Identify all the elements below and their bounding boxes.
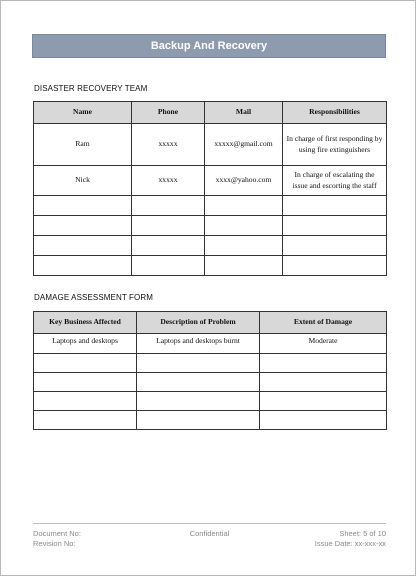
table-row [34,411,387,430]
table-row [34,354,387,373]
table-row [34,334,387,354]
cell-extent [260,392,387,411]
table-row [34,124,387,166]
table-header-row [34,312,387,334]
cell-phone: xxxxx [132,166,205,196]
title-banner [32,34,386,58]
sheet-number: Sheet: 5 of 10 [339,529,387,538]
table-row [34,166,387,196]
cell-responsibilities: In charge of escalating the issue and escorting the staff [283,166,387,196]
cell-description [137,392,260,411]
cell-phone [132,236,205,256]
table-row [34,392,387,411]
cell-key-business: Laptops and desktops [34,334,137,354]
table-header-row [34,102,387,124]
cell-responsibilities [283,236,387,256]
cell-phone [132,196,205,216]
issue-date: Issue Date: xx-xxx-xx [314,539,387,548]
column-header-mail: Mail [205,102,283,124]
damage-section-heading: DAMAGE ASSESSMENT FORM [34,293,153,302]
cell-mail [205,216,283,236]
cell-extent [260,373,387,392]
cell-phone [132,256,205,276]
page-footer [33,523,386,549]
cell-description [137,411,260,430]
cell-phone: xxxxx [132,124,205,166]
document-number: Document No: [33,529,81,538]
cell-description: Laptops and desktops burnt [137,334,260,354]
confidential-label: Confidential [189,529,230,538]
cell-name: Ram [34,124,132,166]
table-row [34,373,387,392]
revision-number: Revision No: [33,539,76,548]
cell-name: Nick [34,166,132,196]
cell-key-business [34,373,137,392]
cell-name [34,236,132,256]
footer-row-bottom [33,539,386,549]
cell-mail [205,236,283,256]
column-header-key-business: Key Business Affected [34,312,137,334]
cell-key-business [34,354,137,373]
cell-name [34,216,132,236]
column-header-phone: Phone [132,102,205,124]
cell-mail: xxxxx@gmail.com [205,124,283,166]
cell-description [137,354,260,373]
team-section-heading: DISASTER RECOVERY TEAM [34,84,148,93]
cell-responsibilities [283,196,387,216]
disaster-recovery-team-table [33,101,387,276]
cell-mail [205,196,283,216]
table-row [34,216,387,236]
column-header-name: Name [34,102,132,124]
damage-assessment-table [33,311,387,430]
column-header-extent: Extent of Damage [260,312,387,334]
cell-description [137,373,260,392]
cell-name [34,196,132,216]
cell-extent [260,354,387,373]
cell-mail: xxxx@yahoo.com [205,166,283,196]
cell-extent: Moderate [260,334,387,354]
cell-mail [205,256,283,276]
cell-phone [132,216,205,236]
cell-responsibilities [283,256,387,276]
column-header-description: Description of Problem [137,312,260,334]
cell-responsibilities [283,216,387,236]
column-header-responsibilities: Responsibilities [283,102,387,124]
cell-key-business [34,411,137,430]
table-row [34,256,387,276]
footer-row-top [33,529,386,539]
table-row [34,196,387,216]
cell-extent [260,411,387,430]
cell-name [34,256,132,276]
cell-responsibilities: In charge of first responding by using fire extinguishers [283,124,387,166]
table-row [34,236,387,256]
cell-key-business [34,392,137,411]
page-title: Backup And Recovery [150,40,268,52]
